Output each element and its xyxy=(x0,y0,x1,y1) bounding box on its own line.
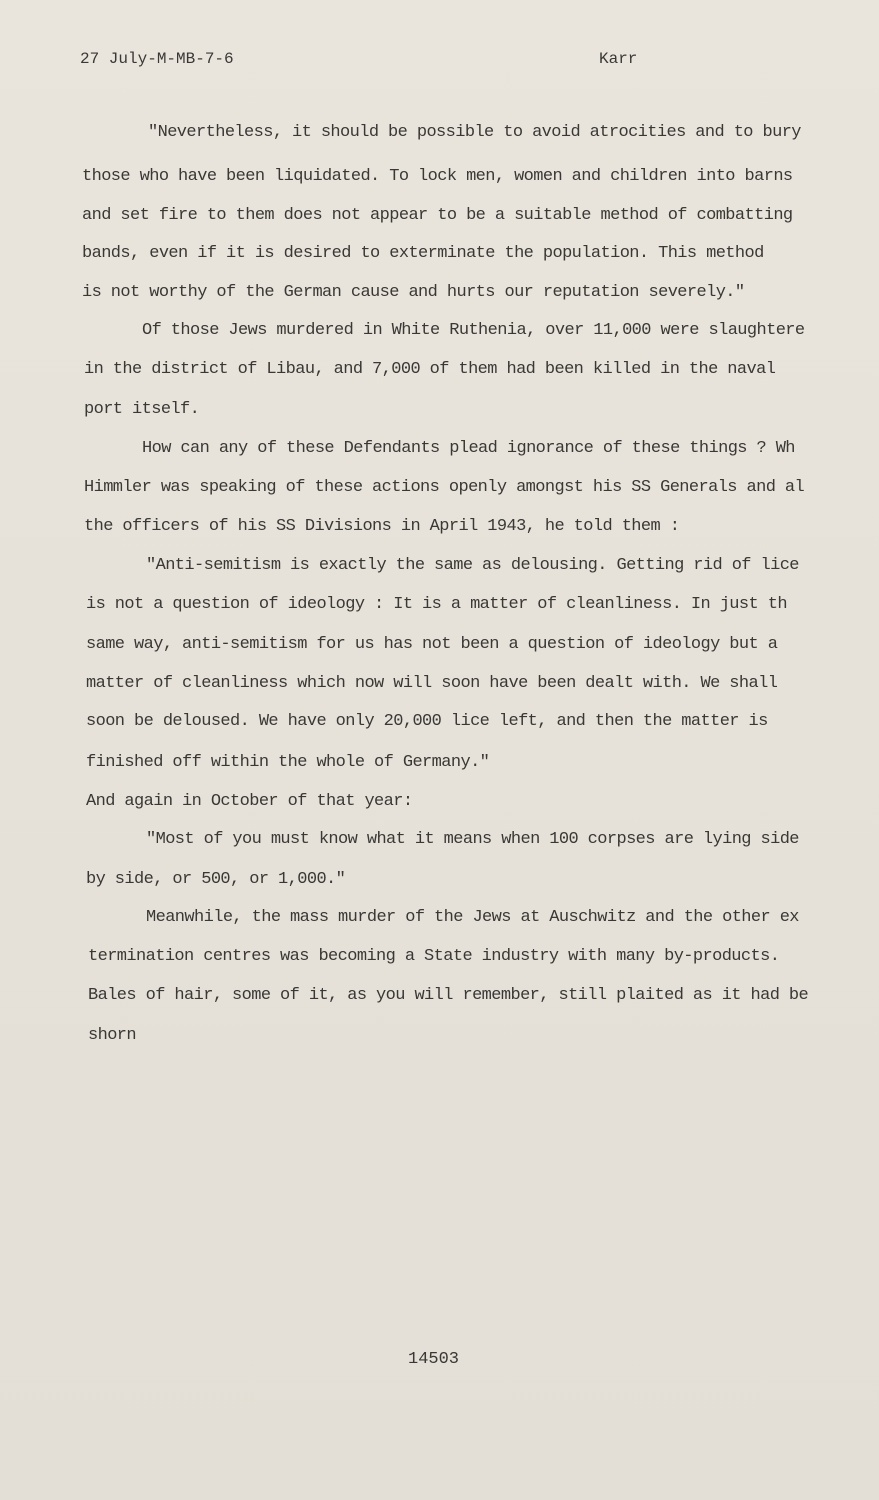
text-line: in the district of Libau, and 7,000 of them had been killed in the naval xyxy=(84,360,776,379)
text-line: termination centres was becoming a State industry with many by-products. xyxy=(88,947,780,966)
page-number: 14503 xyxy=(408,1350,460,1369)
document-reference: 27 July-M-MB-7-6 xyxy=(80,50,234,68)
text-line: Himmler was speaking of these actions openly amongst his SS Generals and al xyxy=(84,478,805,497)
text-line: and set fire to them does not appear to be a suitable method of combatting xyxy=(82,206,793,225)
text-line: Of those Jews murdered in White Ruthenia, over 11,000 were slaughtere xyxy=(142,321,805,340)
text-line: the officers of his SS Divisions in April 1943, he told them : xyxy=(84,517,680,536)
text-line: And again in October of that year: xyxy=(86,792,413,811)
text-line: How can any of these Defendants plead ignorance of these things ? Wh xyxy=(142,439,795,458)
text-line: by side, or 500, or 1,000." xyxy=(86,870,346,889)
text-line: "Anti-semitism is exactly the same as delousing. Getting rid of lice xyxy=(146,556,799,575)
text-line: shorn xyxy=(88,1026,137,1045)
text-line: "Most of you must know what it means when 100 corpses are lying side xyxy=(146,830,799,849)
text-line: is not a question of ideology : It is a matter of cleanliness. In just th xyxy=(86,595,787,614)
text-line: matter of cleanliness which now will soon have been dealt with. We shall xyxy=(86,674,778,693)
text-line: soon be deloused. We have only 20,000 lice left, and then the matter is xyxy=(86,712,768,731)
text-line: is not worthy of the German cause and hurts our reputation severely." xyxy=(82,283,745,302)
text-line: bands, even if it is desired to exterminate the population. This method xyxy=(82,244,764,263)
text-line: same way, anti-semitism for us has not been a question of ideology but a xyxy=(86,635,778,654)
text-line: Meanwhile, the mass murder of the Jews at Auschwitz and the other ex xyxy=(146,908,799,927)
text-line: port itself. xyxy=(84,400,200,419)
text-line: Bales of hair, some of it, as you will remember, still plaited as it had be xyxy=(88,986,809,1005)
text-line: "Nevertheless, it should be possible to avoid atrocities and to bury xyxy=(148,123,801,142)
text-line: finished off within the whole of Germany." xyxy=(86,753,490,772)
text-line: those who have been liquidated. To lock men, women and children into barns xyxy=(82,167,793,186)
typist-name: Karr xyxy=(599,50,638,68)
